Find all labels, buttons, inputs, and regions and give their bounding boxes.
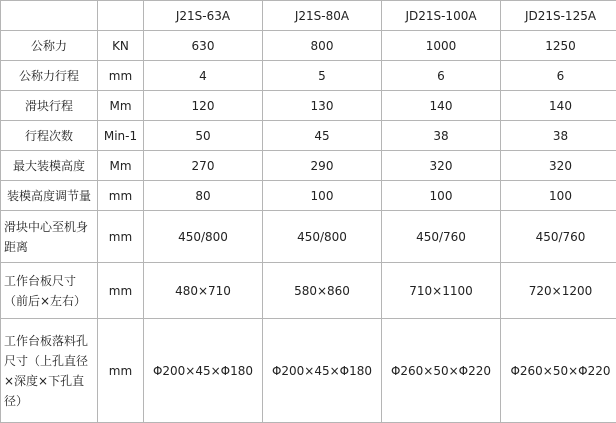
model-header: JD21S-100A <box>382 1 501 31</box>
model-header: JD21S-125A <box>501 1 616 31</box>
table-cell: 320 <box>501 151 616 181</box>
table-cell: 120 <box>144 91 263 121</box>
table-cell: 450/760 <box>382 211 501 263</box>
table-cell: 800 <box>263 31 382 61</box>
row-label: 工作台板尺寸（前后×左右） <box>1 263 98 319</box>
row-unit: mm <box>98 211 144 263</box>
table-cell: 290 <box>263 151 382 181</box>
unit-header-cell <box>98 1 144 31</box>
row-label: 滑块中心至机身距离 <box>1 211 98 263</box>
table-cell: 100 <box>263 181 382 211</box>
table-row <box>1 181 616 211</box>
table-cell: Φ200×45×Φ180 <box>144 319 263 423</box>
table-row <box>1 121 616 151</box>
row-label: 最大装模高度 <box>1 151 98 181</box>
corner-cell <box>1 1 98 31</box>
table-cell: 6 <box>501 61 616 91</box>
table-cell: 710×1100 <box>382 263 501 319</box>
table-cell: Φ260×50×Φ220 <box>382 319 501 423</box>
table-cell: 450/760 <box>501 211 616 263</box>
table-cell: 580×860 <box>263 263 382 319</box>
table-cell: 6 <box>382 61 501 91</box>
model-header: J21S-63A <box>144 1 263 31</box>
table-cell: 630 <box>144 31 263 61</box>
row-unit: mm <box>98 263 144 319</box>
model-header: J21S-80A <box>263 1 382 31</box>
table-row <box>1 31 616 61</box>
table-row <box>1 151 616 181</box>
table-cell: 140 <box>382 91 501 121</box>
table-cell: 450/800 <box>263 211 382 263</box>
table-cell: Φ200×45×Φ180 <box>263 319 382 423</box>
table-cell: 1250 <box>501 31 616 61</box>
table-cell: Φ260×50×Φ220 <box>501 319 616 423</box>
table-cell: 140 <box>501 91 616 121</box>
table-cell: 38 <box>382 121 501 151</box>
row-label: 行程次数 <box>1 121 98 151</box>
table-cell: 450/800 <box>144 211 263 263</box>
table-cell: 320 <box>382 151 501 181</box>
row-label: 工作台板落料孔尺寸（上孔直径×深度×下孔直径） <box>1 319 98 423</box>
table-row <box>1 91 616 121</box>
table-cell: 100 <box>382 181 501 211</box>
table-row <box>1 263 616 319</box>
row-unit: mm <box>98 181 144 211</box>
table-cell: 80 <box>144 181 263 211</box>
table-cell: 1000 <box>382 31 501 61</box>
table-row <box>1 61 616 91</box>
row-unit: KN <box>98 31 144 61</box>
table-cell: 270 <box>144 151 263 181</box>
table-cell: 130 <box>263 91 382 121</box>
table-cell: 45 <box>263 121 382 151</box>
table-cell: 50 <box>144 121 263 151</box>
row-label: 装模高度调节量 <box>1 181 98 211</box>
row-label: 滑块行程 <box>1 91 98 121</box>
table-row <box>1 319 616 423</box>
row-unit: mm <box>98 61 144 91</box>
table-cell: 4 <box>144 61 263 91</box>
row-unit: Min-1 <box>98 121 144 151</box>
table-cell: 100 <box>501 181 616 211</box>
row-label: 公称力 <box>1 31 98 61</box>
header-row <box>1 1 616 31</box>
table-cell: 5 <box>263 61 382 91</box>
table-row <box>1 211 616 263</box>
row-unit: Mm <box>98 151 144 181</box>
row-unit: mm <box>98 319 144 423</box>
row-unit: Mm <box>98 91 144 121</box>
table-cell: 38 <box>501 121 616 151</box>
table-cell: 720×1200 <box>501 263 616 319</box>
row-label: 公称力行程 <box>1 61 98 91</box>
table-cell: 480×710 <box>144 263 263 319</box>
